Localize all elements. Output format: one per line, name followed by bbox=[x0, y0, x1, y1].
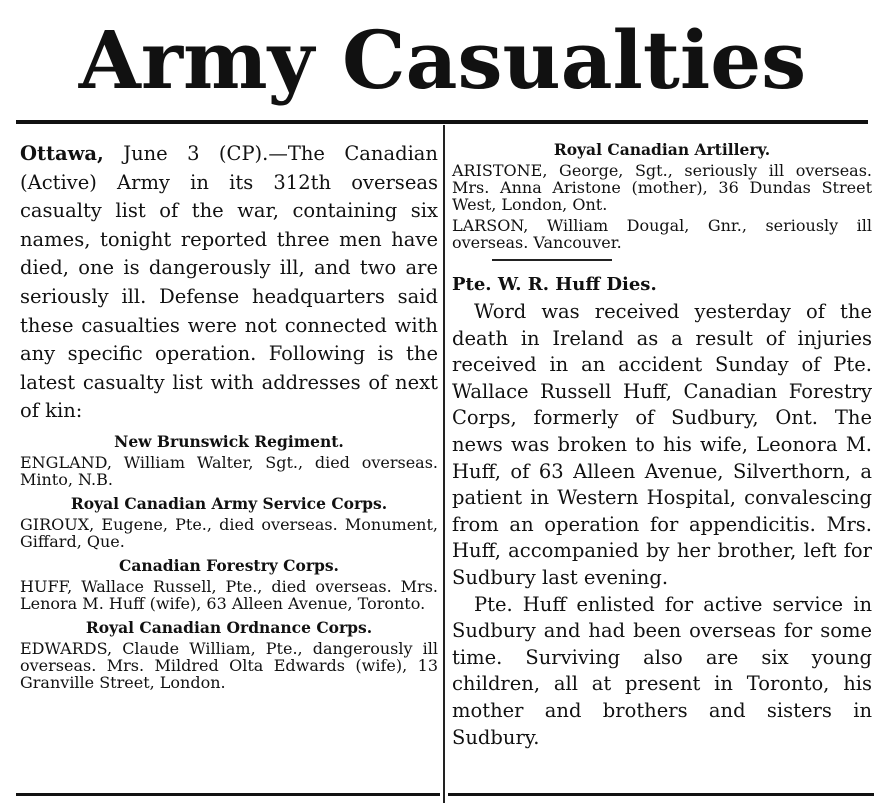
bottom-rule-left bbox=[16, 793, 440, 796]
bottom-rule-right bbox=[448, 793, 874, 796]
casualty-entry: HUFF, Wallace Russell, Pte., died overseas. Mrs. Lenora M. Huff (wife), 63 Alleen Avenue, Toronto. bbox=[20, 576, 438, 613]
casualty-entry: EDWARDS, Claude William, Pte., dangerously ill overseas. Mrs. Mildred Olta Edwards (wife), 13 Granville Street, London. bbox=[20, 638, 438, 692]
unit-heading: Royal Canadian Artillery. bbox=[553, 140, 771, 159]
unit-heading: Canadian Forestry Corps. bbox=[119, 555, 339, 575]
unit-heading: New Brunswick Regiment. bbox=[114, 431, 344, 451]
story-subhead: Pte. W. R. Huff Dies. bbox=[452, 274, 657, 295]
unit-heading: Royal Canadian Army Service Corps. bbox=[70, 493, 388, 513]
casualty-entry: LARSON, William Dougal, Gnr., seriously ill overseas. Vancouver. bbox=[452, 216, 872, 252]
story-paragraph: Pte. Huff enlisted for active service in Sudbury and had been overseas for some time. Surviving also are six young children, all at present in Toronto, his mother and brothers and sisters in Sudbury. bbox=[452, 592, 872, 749]
casualty-entry: ARISTONE, George, Sgt., seriously ill overseas. Mrs. Anna Aristone (mother), 36 Dundas Street West, London, Ont. bbox=[452, 161, 872, 214]
unit-heading: Royal Canadian Ordnance Corps. bbox=[85, 617, 373, 637]
casualty-entry: GIROUX, Eugene, Pte., died overseas. Monument, Giffard, Que. bbox=[20, 514, 438, 551]
column-divider bbox=[443, 125, 445, 803]
dateline: Ottawa, bbox=[20, 142, 104, 165]
left-column bbox=[20, 140, 438, 693]
lead-text: June 3 (CP).—The Canadian (Active) Army in its 312th overseas casualty list of the war, containing six names, tonight reported three men have died, one is dangerously ill, and two are seriously ill. Defense headquarters said these casualties were not connected with any specific operation. Following is the latest casualty list with addresses of next of kin: bbox=[20, 142, 438, 423]
section-divider bbox=[492, 259, 612, 261]
right-column bbox=[452, 140, 872, 751]
headline: Army Casualties bbox=[78, 13, 807, 107]
lead-paragraph bbox=[20, 140, 438, 426]
story-paragraph: Word was received yesterday of the death in Ireland as a result of injuries received in an accident Sunday of Pte. Wallace Russell Huff, Canadian Forestry Corps, formerly of Sudbury, Ont. The news was broken to his wife, Leonora M. Huff, of 63 Alleen Avenue, Silverthorn, a patient in Western Hospital, convalescing from an operation for appendicitis. Mrs. Huff, accompanied by her brother, left for Sudbury last evening. bbox=[452, 300, 872, 589]
casualty-entry: ENGLAND, William Walter, Sgt., died overseas. Minto, N.B. bbox=[20, 452, 438, 489]
headline-rule bbox=[16, 120, 868, 124]
